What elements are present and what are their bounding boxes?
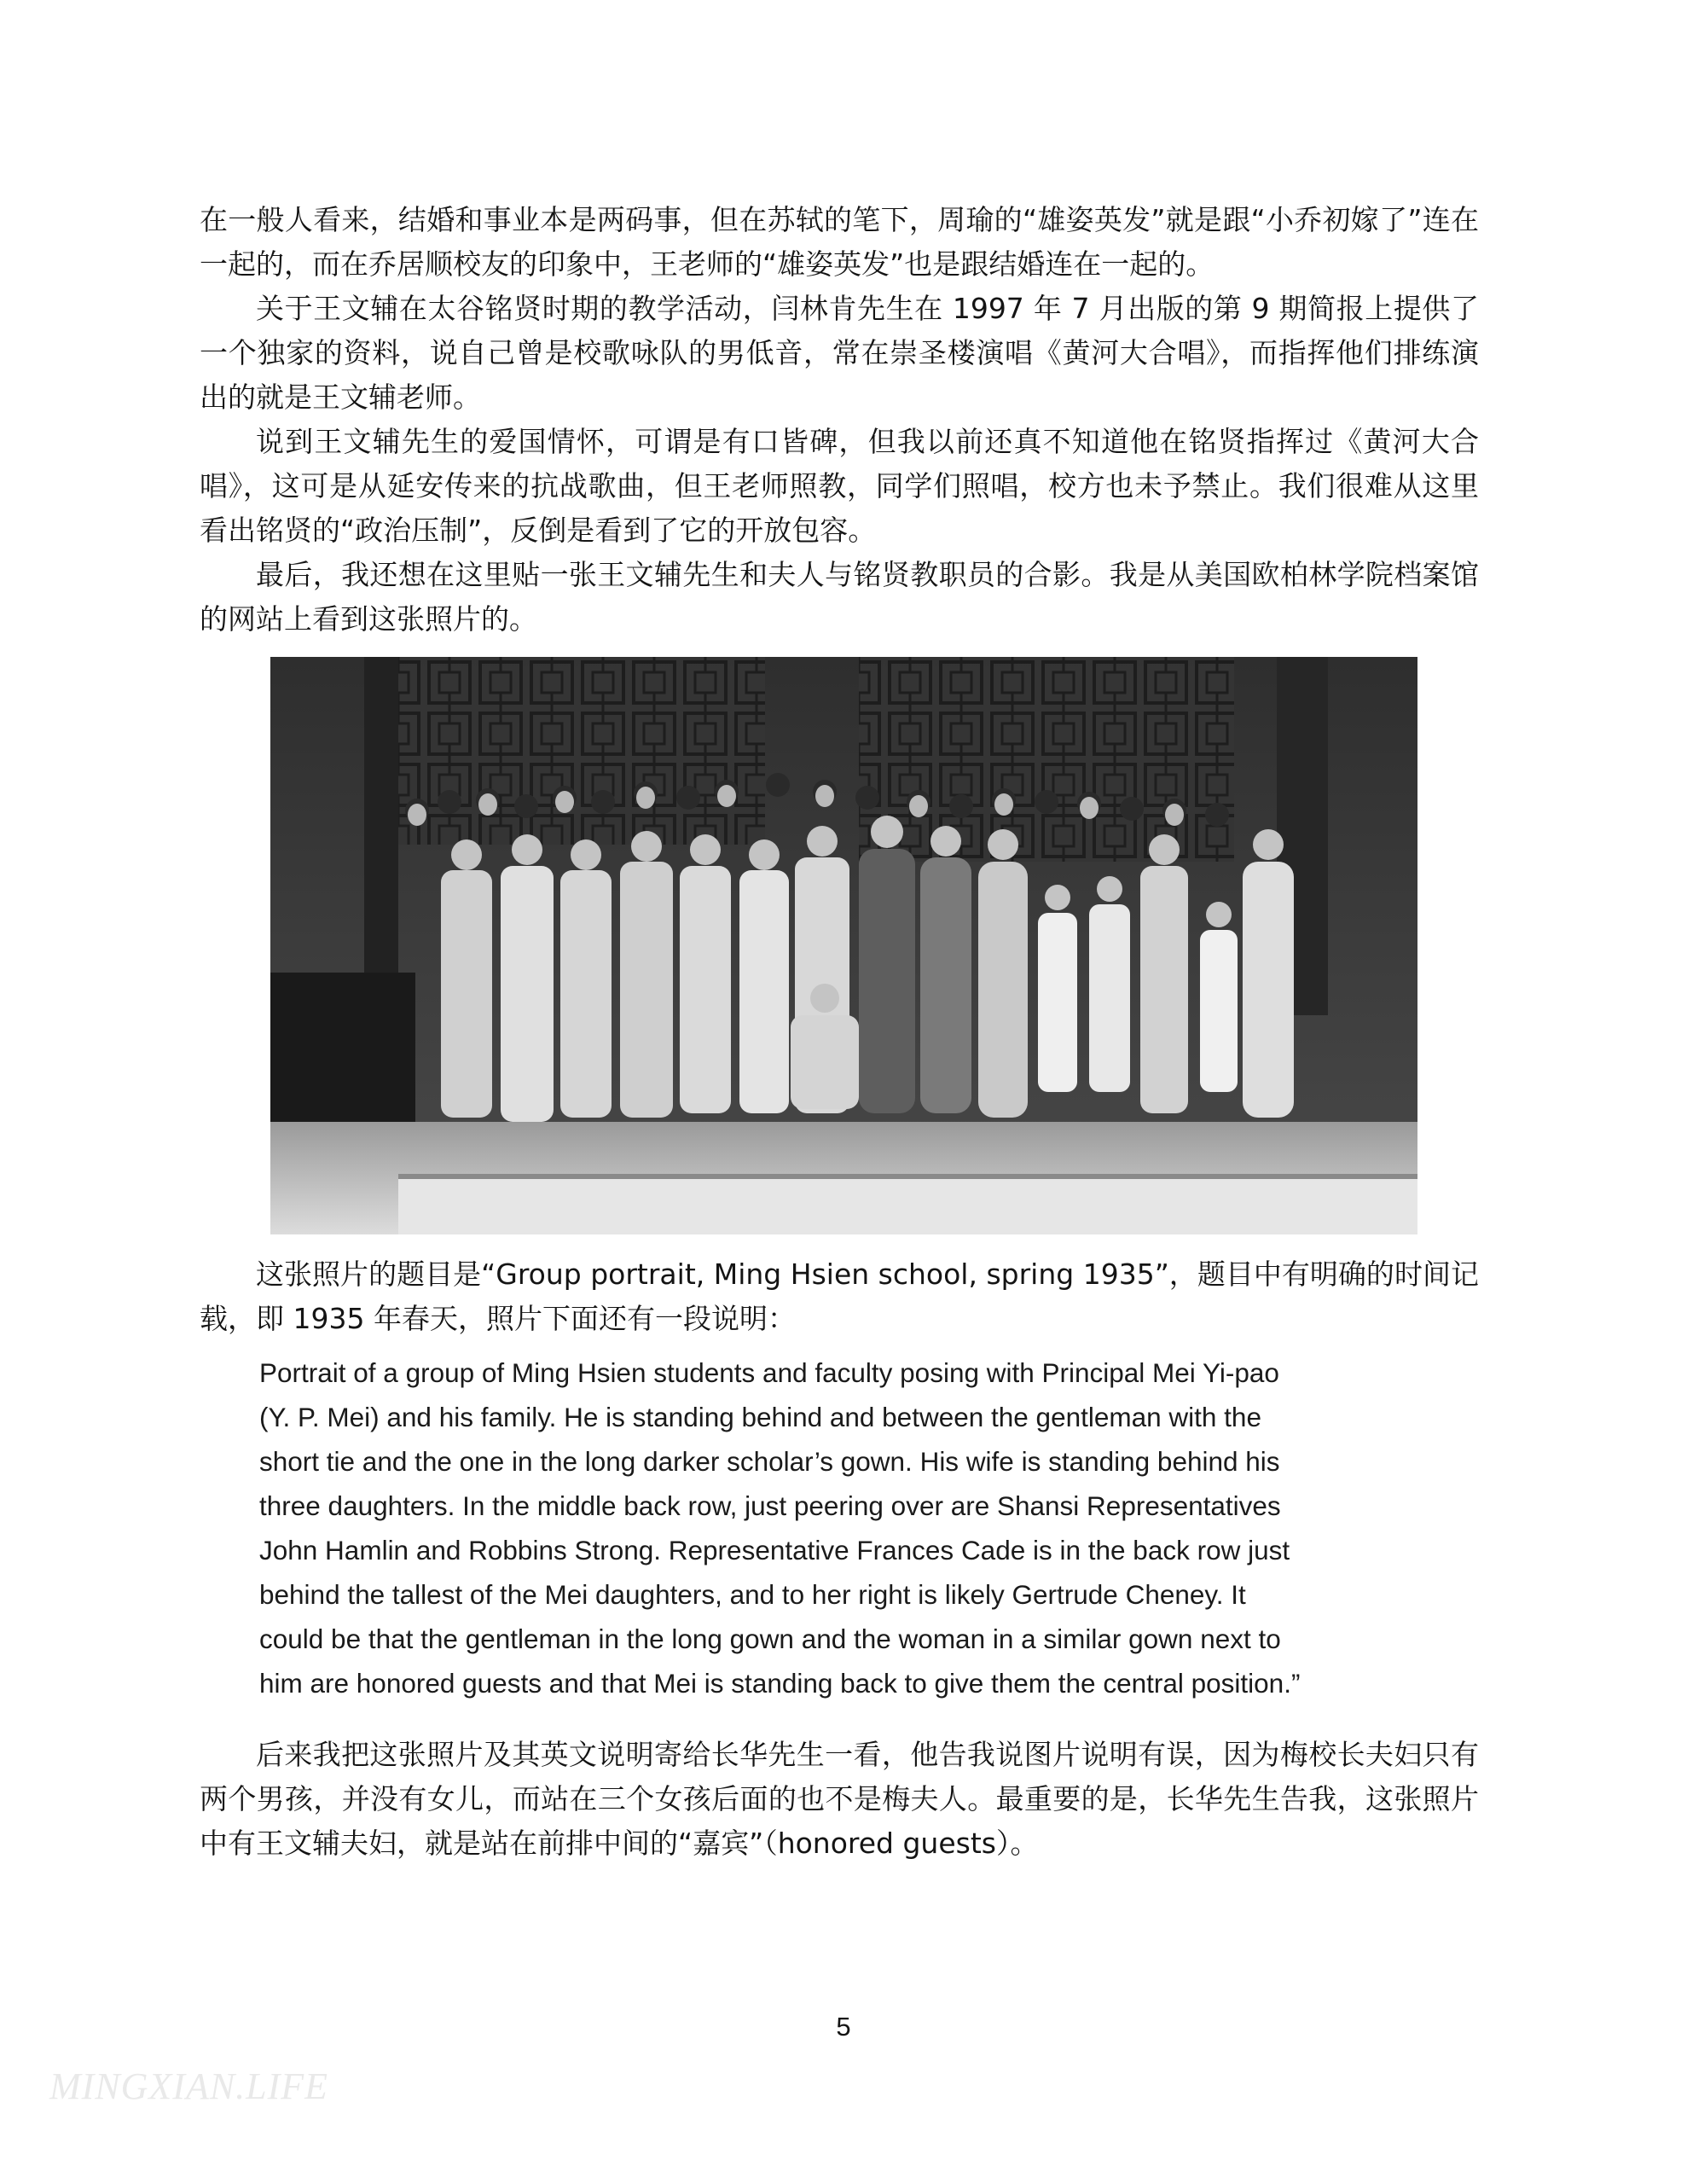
quote-line: could be that the gentleman in the long gown and the woman in a similar gown next to: [259, 1623, 1281, 1654]
paragraph-6: 后来我把这张照片及其英文说明寄给长华先生一看，他告我说图片说明有误，因为梅校长夫妇只有两个男孩，并没有女儿，而站在三个女孩后面的也不是梅夫人。最重要的是，长华先生告我，这张照片中有王文辅夫妇，就是站在前排中间的“嘉宾”（honored guests）。: [200, 1738, 1479, 1860]
group-photo: [270, 657, 1417, 1234]
quote-line: behind the tallest of the Mei daughters, and to her right is likely Gertrude Cheney. It: [259, 1579, 1246, 1610]
quote-line: him are honored guests and that Mei is standing back to give them the central position.”: [259, 1668, 1301, 1699]
paragraph-5: 这张照片的题目是“Group portrait, Ming Hsien school, spring 1935”，题目中有明确的时间记载，即 1935 年春天，照片下面还有一段说明：: [200, 1258, 1479, 1335]
paragraph-3: 说到王文辅先生的爱国情怀，可谓是有口皆碑，但我以前还真不知道他在铭贤指挥过《黄河大合唱》，这可是从延安传来的抗战歌曲，但王老师照教，同学们照唱，校方也未予禁止。我们很难从这里看出铭贤的“政治压制”，反倒是看到了它的开放包容。: [200, 425, 1479, 547]
quote-line: short tie and the one in the long darker scholar’s gown. His wife is standing behind his: [259, 1446, 1280, 1477]
quote-line: Portrait of a group of Ming Hsien students and faculty posing with Principal Mei Yi-pao: [259, 1357, 1279, 1388]
quote-line: three daughters. In the middle back row, just peering over are Shansi Representatives: [259, 1490, 1281, 1521]
paragraph-4: 最后，我还想在这里贴一张王文辅先生和夫人与铭贤教职员的合影。我是从美国欧柏林学院档案馆的网站上看到这张照片的。: [200, 558, 1479, 636]
page-number: 5: [836, 2012, 851, 2042]
watermark: MINGXIAN.LIFE: [49, 2065, 329, 2107]
quote-line: John Hamlin and Robbins Strong. Representative Frances Cade is in the back row just: [259, 1535, 1290, 1565]
quote-line: (Y. P. Mei) and his family. He is standing behind and between the gentleman with the: [259, 1402, 1261, 1432]
paragraph-2: 关于王文辅在太谷铭贤时期的教学活动，闫林肯先生在 1997 年 7 月出版的第 9 期简报上提供了一个独家的资料，说自己曾是校歌咏队的男低音，常在崇圣楼演唱《黄河大合唱》，而指挥他们排练演出的就是王文辅老师。: [200, 292, 1479, 414]
paragraph-1: 在一般人看来，结婚和事业本是两码事，但在苏轼的笔下，周瑜的“雄姿英发”就是跟“小乔初嫁了”连在一起的，而在乔居顺校友的印象中，王老师的“雄姿英发”也是跟结婚连在一起的。: [200, 203, 1479, 281]
